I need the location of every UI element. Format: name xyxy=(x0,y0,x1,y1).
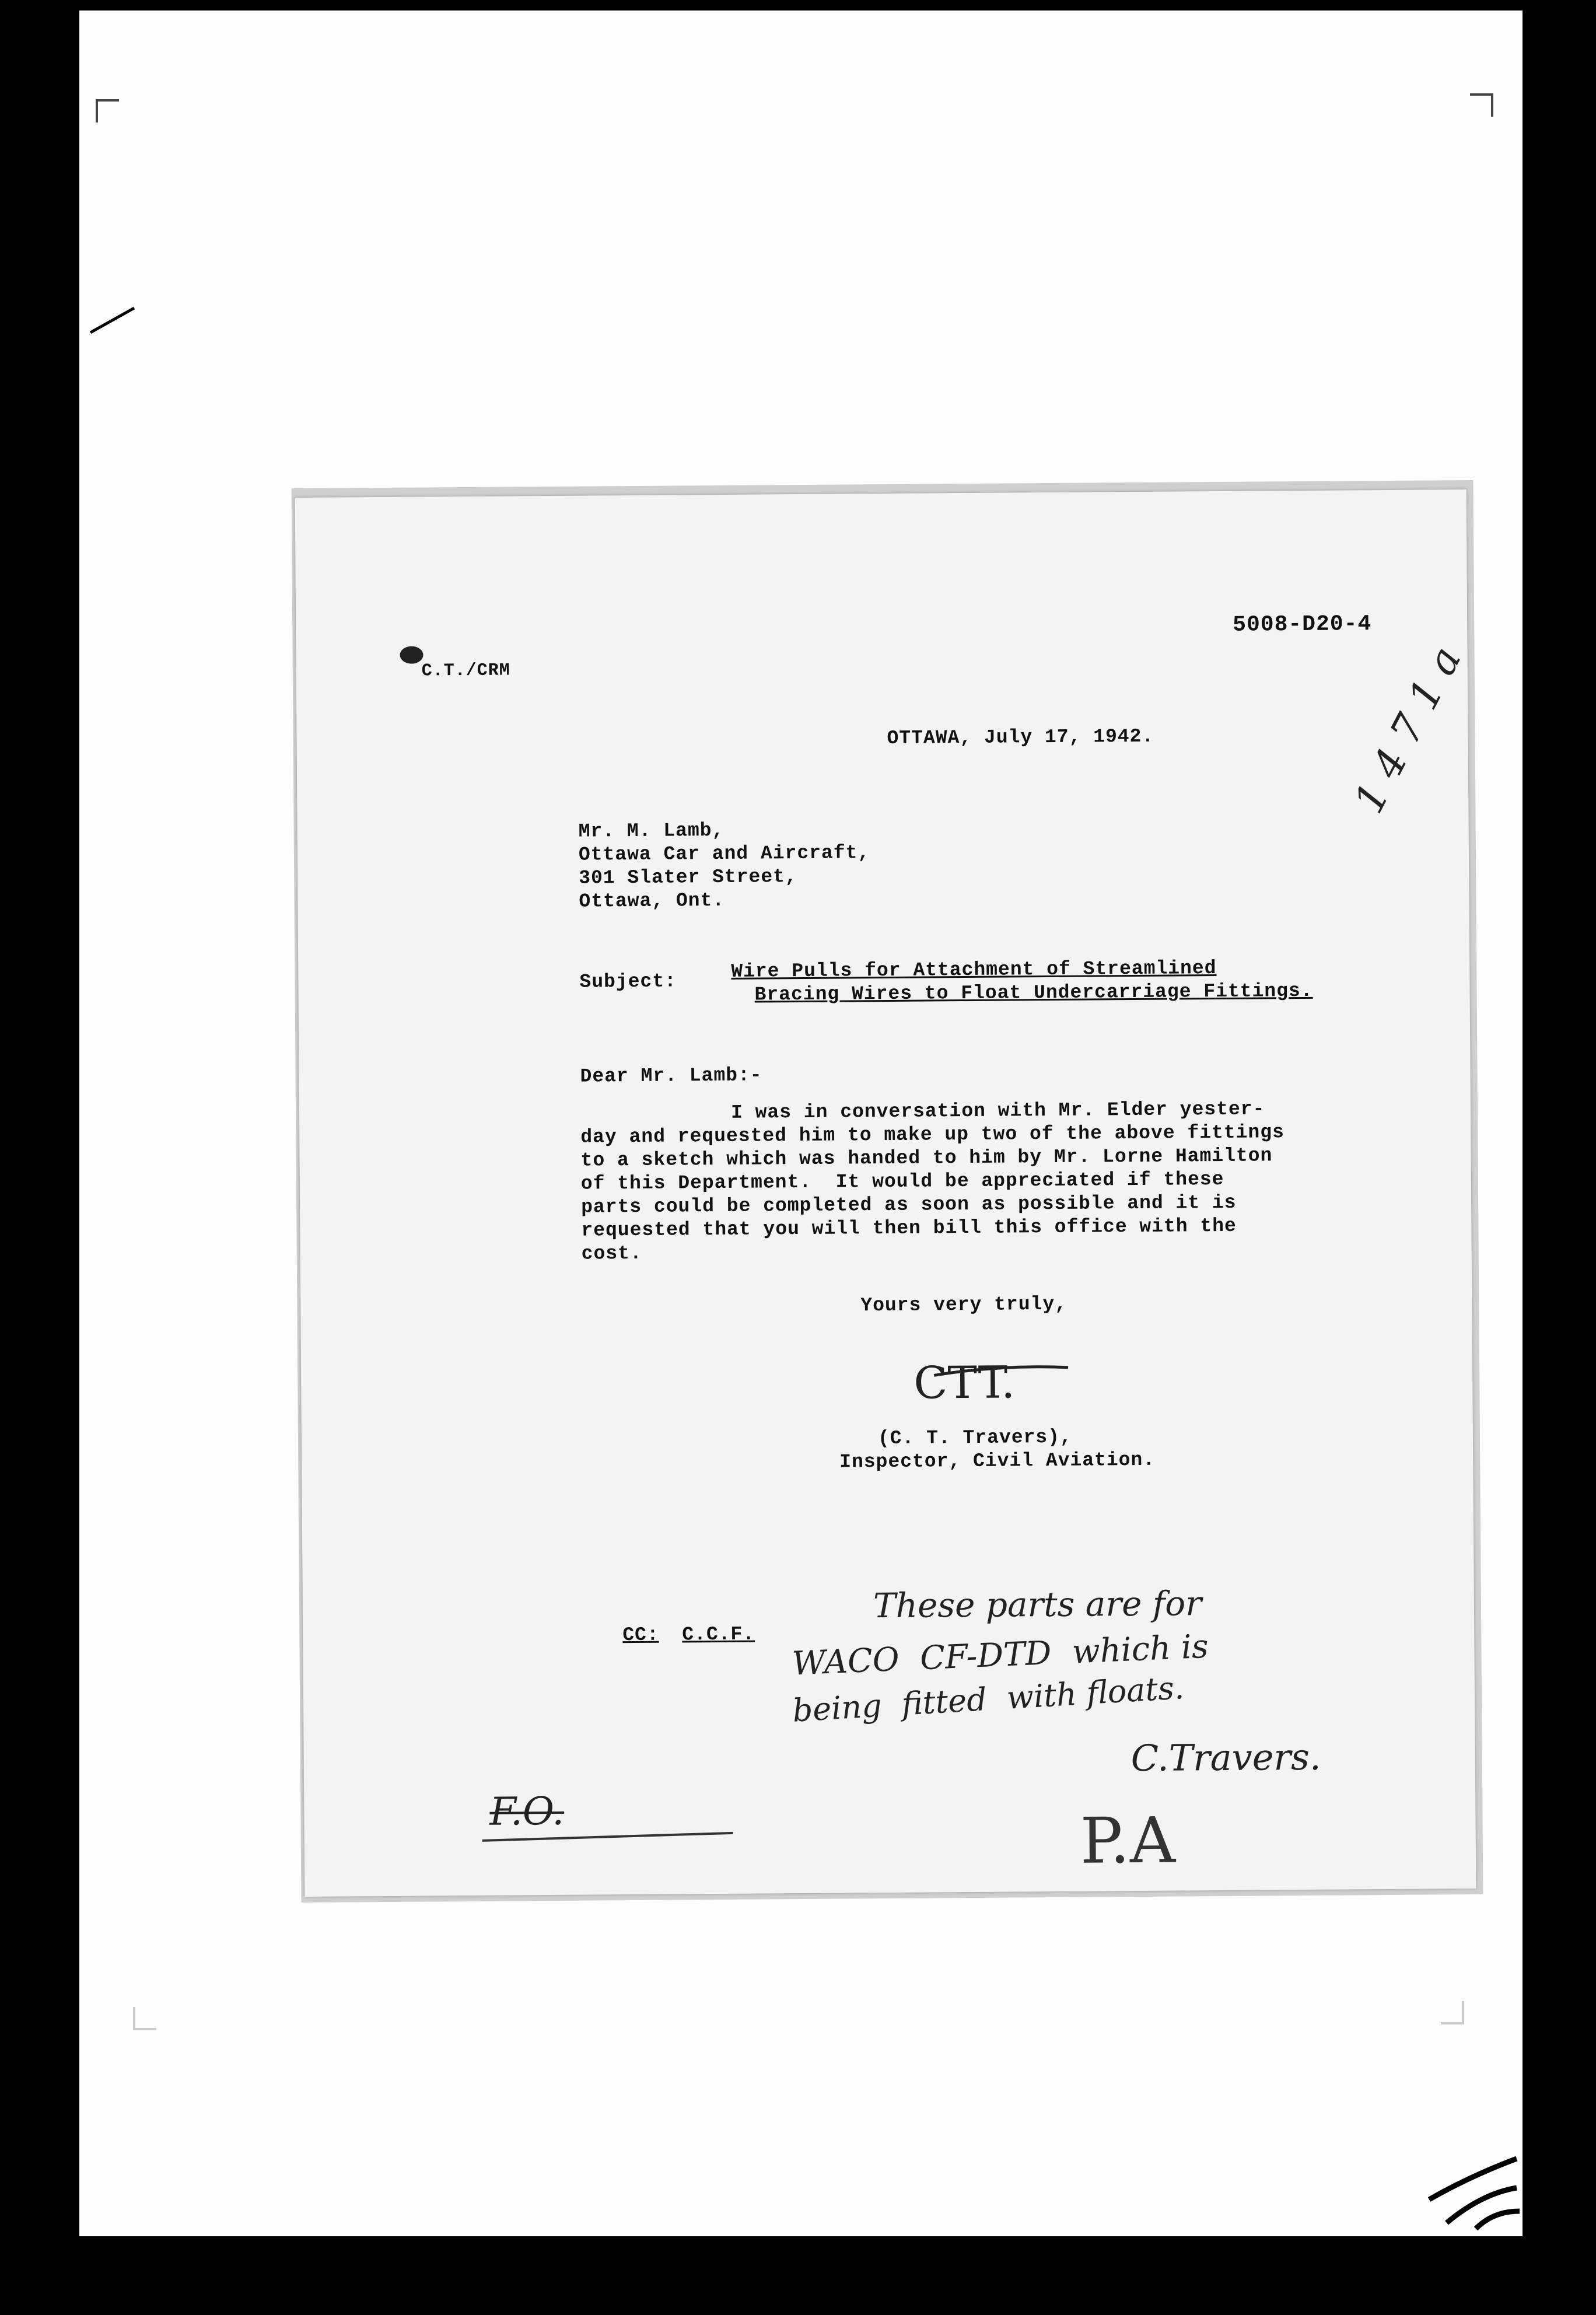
signer-title: Inspector, Civil Aviation. xyxy=(839,1449,1156,1473)
body-line: of this Department. It would be appreciated if these xyxy=(580,1168,1224,1195)
cc-value: C.C.F. xyxy=(682,1623,755,1646)
body-line: day and requested him to make up two of the above fittings xyxy=(580,1121,1285,1148)
body-line: I was in conversation with Mr. Elder yester- xyxy=(730,1098,1265,1124)
frame-corner-mark xyxy=(1470,93,1493,117)
signature-stroke xyxy=(931,1362,1071,1380)
letter-sheet xyxy=(295,489,1476,1897)
margin-handwriting: 1 4 7 1 a xyxy=(1345,638,1471,821)
salutation: Dear Mr. Lamb:- xyxy=(580,1064,762,1087)
signer-name: (C. T. Travers), xyxy=(877,1426,1072,1450)
body-line: parts could be completed as soon as possible and it is xyxy=(581,1191,1237,1218)
recipient-line: 301 Slater Street, xyxy=(579,866,797,889)
handwritten-signature: C.Travers. xyxy=(1130,1735,1321,1780)
body-line: to a sketch which was handed to him by Mr. Lorne Hamilton xyxy=(580,1145,1273,1172)
ink-smudge xyxy=(400,646,423,664)
cc-label: CC: xyxy=(622,1624,659,1646)
reference-initials: C.T./CRM xyxy=(421,660,510,681)
recipient-line: Ottawa Car and Aircraft, xyxy=(578,842,870,866)
handwritten-note-line: These parts are for xyxy=(873,1583,1202,1626)
underline-stroke xyxy=(480,1831,736,1844)
body-line: requested that you will then bill this office with the xyxy=(581,1215,1237,1242)
handwritten-note-line: WACO CF-DTD which is xyxy=(791,1627,1209,1683)
file-number: 5008-D20-4 xyxy=(1233,611,1372,638)
handwritten-initials: P.A xyxy=(1080,1804,1176,1878)
closing: Yours very truly, xyxy=(860,1293,1068,1317)
signature-initials: CTT. xyxy=(913,1356,1016,1409)
subject-line: Wire Pulls for Attachment of Streamlined xyxy=(731,957,1217,982)
place-date: OTTAWA, July 17, 1942. xyxy=(887,725,1154,749)
handwritten-note-line: being fitted with floats. xyxy=(791,1669,1185,1729)
subject-label: Subject: xyxy=(579,970,677,993)
subject-line: Bracing Wires to Float Undercarriage Fittings. xyxy=(754,980,1313,1006)
frame-corner-mark xyxy=(96,99,119,123)
body-line: cost. xyxy=(581,1242,642,1265)
edge-mark xyxy=(88,303,140,338)
edge-damage xyxy=(1423,2153,1522,2234)
struck-handwriting: F.O. xyxy=(489,1788,565,1834)
frame-corner-mark xyxy=(1441,2001,1464,2024)
frame-corner-mark xyxy=(133,2007,156,2030)
recipient-line: Mr. M. Lamb, xyxy=(578,819,724,842)
recipient-line: Ottawa, Ont. xyxy=(579,889,725,912)
